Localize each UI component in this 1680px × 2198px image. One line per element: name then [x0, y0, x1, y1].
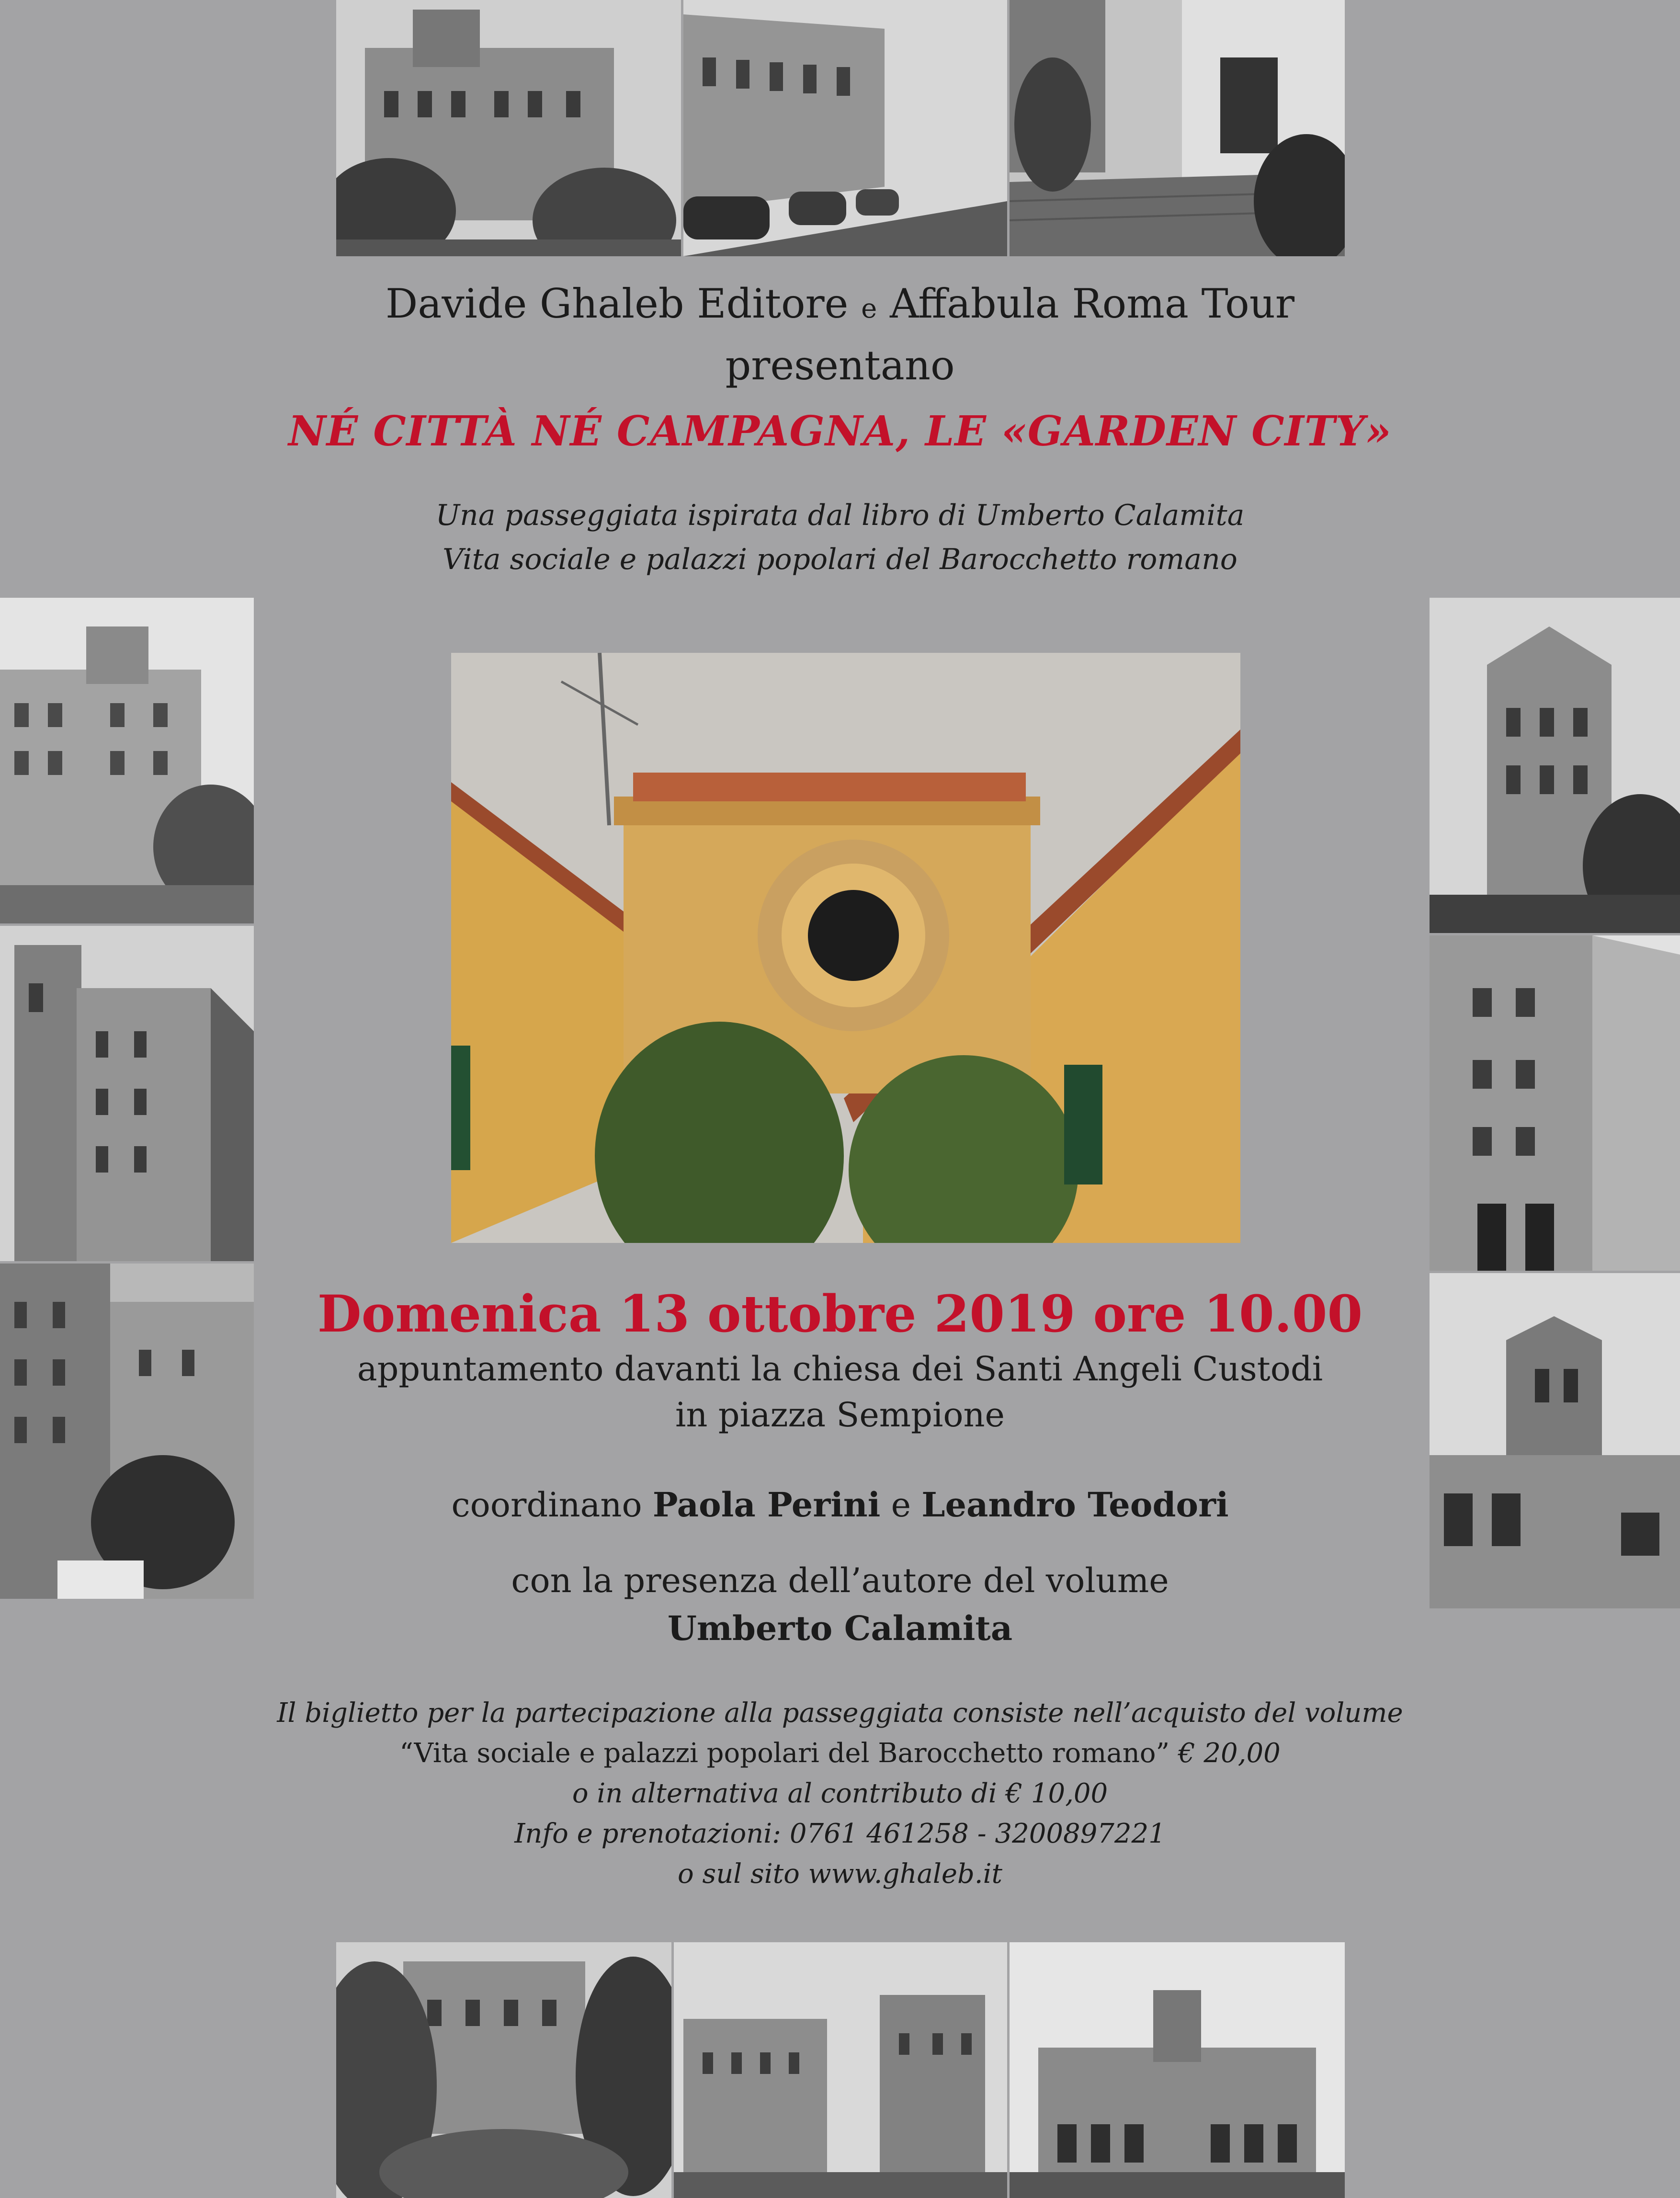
ticket-info [0, 1693, 1680, 1894]
ticket-line-1: Il biglietto per la partecipazione alla passeggiata consiste nell’acquisto del volume [277, 1697, 1403, 1729]
left-photo-tower [0, 926, 254, 1261]
meeting-line-2: in piazza Sempione [675, 1395, 1005, 1435]
center-photo-yellow-tower [451, 653, 1240, 1243]
publisher-verb: presentano [725, 342, 955, 389]
right-photo-curved-facade [1430, 935, 1680, 1271]
coordination-conjunction: e [891, 1485, 911, 1525]
subtitle-block [0, 493, 1680, 581]
coordination-line [0, 1485, 1680, 1525]
event-title: NÉ CITTÀ NÉ CAMPAGNA, LE «GARDEN CITY» [288, 407, 1392, 456]
subtitle-line-2: Vita sociale e palazzi popolari del Barocchetto romano [443, 543, 1237, 576]
author-block [0, 1557, 1680, 1652]
bottom-photo-piazza [1010, 1942, 1345, 2198]
bottom-photo-garden [336, 1942, 671, 2198]
top-photo-palazzo [336, 0, 681, 256]
left-photo-building-1 [0, 598, 254, 923]
publisher-block [0, 275, 1680, 394]
ticket-line-5: o sul sito www.ghaleb.it [677, 1858, 1003, 1890]
coordination-prefix: coordinano [451, 1485, 642, 1525]
ticket-line-4: Info e prenotazioni: 0761 461258 - 3200897221 [514, 1818, 1166, 1849]
event-date: Domenica 13 ottobre 2019 ore 10.00 [317, 1284, 1363, 1344]
right-photo-villa [1430, 598, 1680, 933]
subtitle-line-1: Una passeggiata ispirata dal libro di Umberto Calamita [435, 499, 1245, 532]
book-title: “Vita sociale e palazzi popolari del Barocchetto romano” [399, 1738, 1170, 1769]
coordinator-1: Paola Perini [652, 1485, 881, 1525]
bottom-photo-blocks [674, 1942, 1007, 2198]
meeting-point [0, 1346, 1680, 1438]
publisher-name-2: Affabula Roma Tour [889, 280, 1294, 327]
top-photo-street [683, 0, 1007, 256]
publisher-name-1: Davide Ghaleb Editore [385, 280, 849, 327]
author-intro: con la presenza dell’autore del volume [511, 1561, 1169, 1600]
ticket-line-3: o in alternativa al contributo di € 10,00 [572, 1778, 1108, 1809]
author-name: Umberto Calamita [667, 1608, 1013, 1648]
meeting-line-1: appuntamento davanti la chiesa dei Santi Angeli Custodi [357, 1349, 1323, 1389]
book-price: € 20,00 [1178, 1738, 1281, 1769]
ticket-line-2 [0, 1733, 1680, 1774]
top-photo-courtyard [1010, 0, 1345, 256]
coordinator-2: Leandro Teodori [921, 1485, 1229, 1525]
publisher-line [0, 275, 1680, 337]
publisher-conjunction: e [861, 293, 877, 324]
